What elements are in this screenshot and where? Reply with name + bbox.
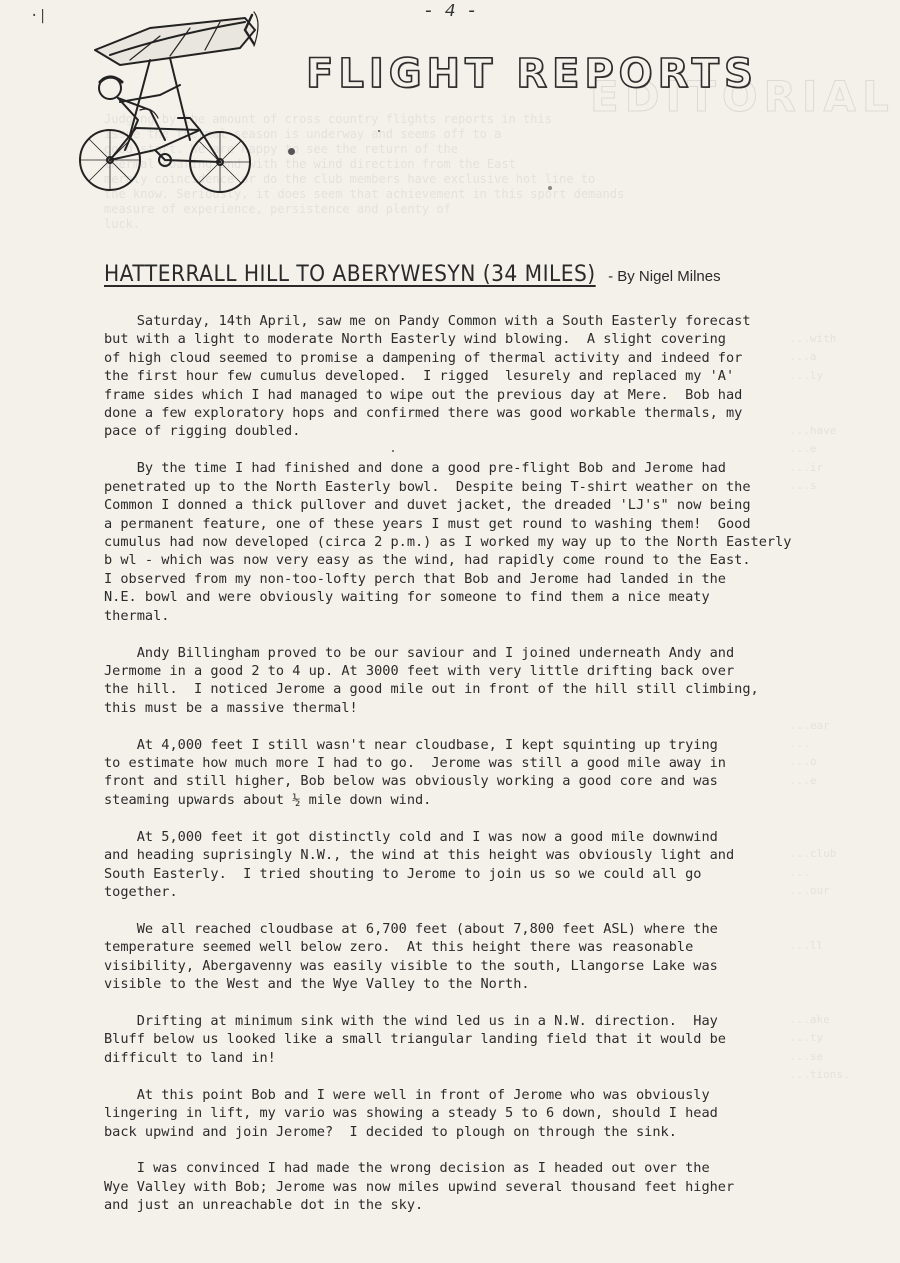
ghost-text-left: Judging by the amount of cross country flights reports in this issue the thermal season is underway and seems off to a good start. We are happy see the return of the thermal soaring and with the wind direction from the East merely coincidence or do the club members have exclusive hot line to the know. Seriously, it does seem that achievement in this sport demands measure of experience, persistence and plenty of luck. (104, 112, 625, 231)
paragraph: At 4,000 feet I still wasn't near cloudbase, I kept squinting up trying to estimate how much more I had to go. Jerome was still a good mile away in front and still higher, Bob below was obviously working a good core and was steaming upwards about ½ mile down wind. (104, 736, 726, 808)
paragraph: At this point Bob and I were well in front of Jerome who was obviously lingering in lift, my vario was showing a steady 5 to 6 down, should I head back upwind and join Jerome? I decided to plough on through the sink. (104, 1086, 718, 1140)
paragraph: By the time I had finished and done a good pre-flight Bob and Jerome had penetrated up to the North Easterly bowl. Despite being T-shirt weather on the Common I donned a thick pullover and duvet jacket, the dreaded 'LJ's" now being a permanent feature, one of these years I must get round to washing them! Good cumulus had now developed (circa 2 p.m.) as I worked my way up to the North Easterly b wl - which was now very easy as the wind, had rapidly come round to the East. I observed from my non-too-lofty perch that Bob and Jerome had landed in the N.E. bowl and were obviously waiting for someone to find them a nice meaty thermal. (104, 460, 792, 624)
page-heading-text: FLIGHT REPORTS (306, 51, 758, 97)
hang-glider-bicycle-illustration (40, 10, 280, 205)
article-byline: - By Nigel Milnes (608, 268, 721, 285)
article-header (104, 262, 824, 292)
paragraph: We all reached cloudbase at 6,700 feet (about 7,800 feet ASL) where the temperature seemed well below zero. At this height there was reasonable visibility, Abergavenny was easily visible to the south, Llangorse Lake was visible to the West and the Wye Valley to the North. (104, 920, 718, 993)
article-title: HATTERRALL HILL TO ABERYWESYN (34 MILES) (104, 262, 596, 287)
article-body (104, 312, 874, 1233)
paragraph: Andy Billingham proved to be our saviour and I joined underneath Andy and Jermome in a good 2 to 4 up. At 3000 feet with very little drifting back over the hill. I noticed Jerome a good mile out in front of the hill still climbing, this must be a massive thermal! (104, 644, 759, 716)
scan-speck (378, 130, 380, 132)
paragraph: Drifting at minimum sink with the wind led us in a N.W. direction. Hay Bluff below us looked like a small triangular landing field that it would be difficult to land in! (104, 1013, 726, 1066)
page-number: - 4 - (422, 2, 477, 22)
paragraph: Saturday, 14th April, saw me on Pandy Common with a South Easterly forecast but with a light to moderate North Easterly wind blowing. A slight covering of high cloud seemed to promise a dampening of thermal activity and indeed for the first hour few cumulus developed. I rigged lesurely and replaced my 'A' frame sides which I had managed to wipe out the previous day at Mere. Bob had done a few exploratory hops and confirmed there was good workable thermals, my pace of rigging doubled. (104, 313, 751, 440)
corner-mark: ·| (30, 8, 47, 24)
ghost-text-right: ...with ...a ...ly ...have ...e ...ir ...s ...ear ... ...o ...e ...club ... ...our ...ll ...ake ...ty ...se ...tions. (790, 332, 850, 1082)
paragraph: I was convinced I had made the wrong decision as I headed out over the Wye Valley with Bob; Jerome was now miles upwind several thousand feet higher and just an unreachable dot in the sky. (104, 1160, 735, 1214)
scan-speck (288, 148, 295, 155)
ghost-heading: EDITORIAL (590, 72, 895, 121)
page-heading (306, 50, 758, 98)
paragraph: At 5,000 feet it got distinctly cold and I was now a good mile downwind and heading suprisingly N.W., the wind at this height was obviously light and South Easterly. I tried shouting to Jerome to join us so we could all go together. (104, 828, 735, 900)
scan-speck (548, 186, 552, 190)
